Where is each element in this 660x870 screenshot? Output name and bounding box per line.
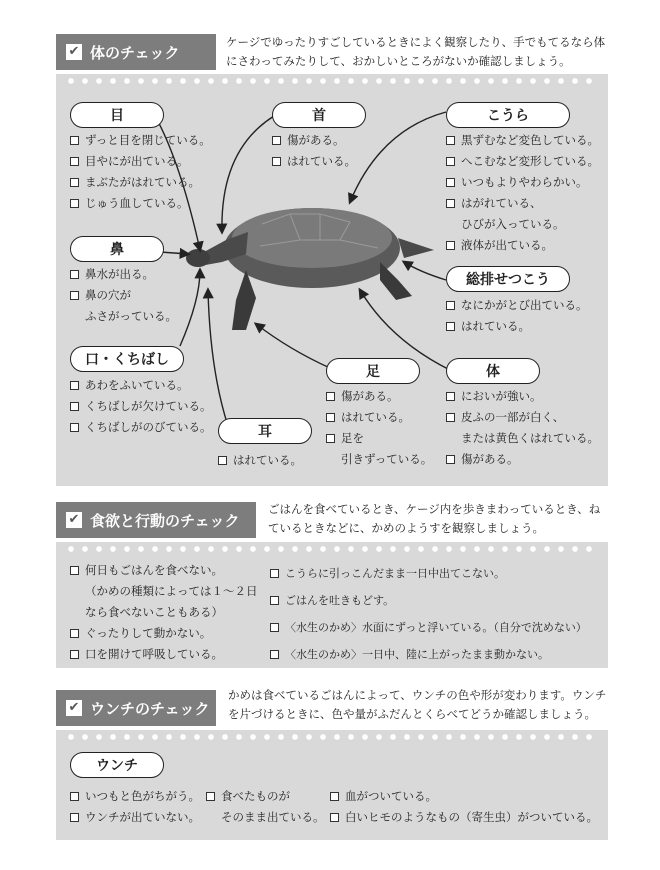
check-item[interactable]: ごはんを吐きもどす。 <box>270 587 606 614</box>
checkbox[interactable] <box>446 241 455 250</box>
check-item[interactable]: はれている。 <box>218 450 328 471</box>
checkbox[interactable] <box>70 423 79 432</box>
label-cloaca: 総排せつこう <box>446 266 570 292</box>
checkbox[interactable] <box>446 322 455 331</box>
checkbox[interactable] <box>70 792 79 801</box>
check-item[interactable]: いつもと色がちがう。 <box>70 786 210 807</box>
eye-checklist <box>70 130 220 214</box>
check-item[interactable]: 何日もごはんを食べない。 （かめの種類によっては１〜２日 なら食べないこともある） <box>70 560 270 623</box>
checkbox[interactable] <box>270 650 279 659</box>
label-poop: ウンチ <box>70 752 164 778</box>
section-title-text: ウンチのチェック <box>90 699 210 718</box>
check-item[interactable]: ずっと目を閉じている。 <box>70 130 220 151</box>
checkbox[interactable] <box>70 199 79 208</box>
check-item[interactable]: 鼻水が出る。 <box>70 264 200 285</box>
check-item[interactable]: 〈水生のかめ〉水面にずっと浮いている。（自分で沈めない） <box>270 614 606 641</box>
checkbox[interactable] <box>446 157 455 166</box>
checkbox[interactable] <box>70 650 79 659</box>
checkbox[interactable] <box>272 157 281 166</box>
checkbox[interactable] <box>326 434 335 443</box>
check-item[interactable]: 傷がある。 <box>446 449 608 470</box>
poop-col3-checklist <box>330 786 608 828</box>
checkbox[interactable] <box>70 157 79 166</box>
checkbox[interactable] <box>446 413 455 422</box>
checkbox-icon: ✔ <box>66 512 82 528</box>
label-leg: 足 <box>326 358 420 384</box>
label-shell: こうら <box>446 102 570 128</box>
checkbox[interactable] <box>272 136 281 145</box>
check-item[interactable]: 鼻の穴が ふさがっている。 <box>70 285 200 327</box>
binder-holes <box>64 733 600 741</box>
nose-checklist <box>70 264 200 327</box>
check-item[interactable]: 食べたものが そのまま出ている。 <box>206 786 336 828</box>
checkbox[interactable] <box>446 301 455 310</box>
check-item[interactable]: いつもよりやわらかい。 <box>446 172 606 193</box>
body-checklist <box>446 386 608 470</box>
section-title-appetite <box>56 502 256 538</box>
checkbox[interactable] <box>270 596 279 605</box>
check-item[interactable]: なにかがとび出ている。 <box>446 295 606 316</box>
checkbox[interactable] <box>70 270 79 279</box>
label-ear: 耳 <box>218 418 312 444</box>
checkbox[interactable] <box>446 455 455 464</box>
check-item[interactable]: においが強い。 <box>446 386 608 407</box>
section-intro: ケージでゆったりすごしているときによく観察したり、手でもてるなら体にさわってみたりして、おかしいところがないか確認しましょう。 <box>226 35 606 68</box>
poop-col2-checklist <box>206 786 336 828</box>
checkbox[interactable] <box>70 136 79 145</box>
checkbox[interactable] <box>70 381 79 390</box>
check-item[interactable]: ぐったりして動かない。 <box>70 623 270 644</box>
shell-checklist <box>446 130 606 256</box>
checkbox-icon: ✔ <box>66 44 82 60</box>
check-item[interactable]: ウンチが出ていない。 <box>70 807 210 828</box>
checkbox[interactable] <box>270 623 279 632</box>
checkbox[interactable] <box>330 792 339 801</box>
check-item[interactable]: 〈水生のかめ〉一日中、陸に上がったまま動かない。 <box>270 641 606 668</box>
label-eye: 目 <box>70 102 164 128</box>
checkbox[interactable] <box>70 291 79 300</box>
neck-checklist <box>272 130 402 172</box>
check-item[interactable]: くちばしが欠けている。 <box>70 396 220 417</box>
checkbox[interactable] <box>70 629 79 638</box>
check-item[interactable]: 白いヒモのようなもの（寄生虫）がついている。 <box>330 807 608 828</box>
ear-checklist <box>218 450 328 471</box>
checkbox[interactable] <box>270 569 279 578</box>
appetite-right-checklist <box>270 560 606 668</box>
section-intro: かめは食べているごはんによって、ウンチの色や形が変わります。ウンチを片づけるときに、色や量がふだんとくらべてどうか確認しましょう。 <box>228 688 607 721</box>
check-item[interactable]: あわをふいている。 <box>70 375 220 396</box>
check-item[interactable]: じゅう血している。 <box>70 193 220 214</box>
leg-checklist <box>326 386 446 470</box>
check-item[interactable]: こうらに引っこんだまま一日中出てこない。 <box>270 560 606 587</box>
turtle-illustration <box>186 208 434 330</box>
poop-col1-checklist <box>70 786 210 828</box>
checkbox[interactable] <box>446 136 455 145</box>
checkbox[interactable] <box>70 402 79 411</box>
section-title-text: 体のチェック <box>90 43 180 62</box>
label-nose: 鼻 <box>70 236 164 262</box>
check-item[interactable]: 口を開けて呼吸している。 <box>70 644 270 665</box>
check-item[interactable]: 皮ふの一部が白く、 または黄色くはれている。 <box>446 407 608 449</box>
appetite-left-checklist <box>70 560 270 665</box>
label-neck: 首 <box>272 102 366 128</box>
section-title-poop <box>56 690 216 726</box>
checkbox[interactable] <box>330 813 339 822</box>
check-item[interactable]: 目やにが出ている。 <box>70 151 220 172</box>
check-item[interactable]: 傷がある。 <box>326 386 446 407</box>
check-item[interactable]: まぶたがはれている。 <box>70 172 220 193</box>
check-item[interactable]: はがれている、 ひびが入っている。 <box>446 193 606 235</box>
section-intro: ごはんを食べているとき、ケージ内を歩きまわっているとき、ねているときなどに、かめのようすを観察しましょう。 <box>268 502 601 535</box>
checkbox[interactable] <box>218 456 227 465</box>
check-item[interactable]: 傷がある。 <box>272 130 402 151</box>
binder-holes <box>64 545 600 553</box>
check-item[interactable]: はれている。 <box>326 407 446 428</box>
section-title-text: 食欲と行動のチェック <box>90 511 240 530</box>
check-item[interactable]: はれている。 <box>446 316 606 337</box>
checkbox[interactable] <box>446 392 455 401</box>
label-mouth: 口・くちばし <box>70 346 184 372</box>
check-item[interactable]: 黒ずむなど変色している。 <box>446 130 606 151</box>
checkbox[interactable] <box>206 792 215 801</box>
mouth-checklist <box>70 375 220 438</box>
checkbox[interactable] <box>446 178 455 187</box>
check-item[interactable]: へこむなど変形している。 <box>446 151 606 172</box>
check-item[interactable]: 血がついている。 <box>330 786 608 807</box>
check-item[interactable]: くちばしがのびている。 <box>70 417 220 438</box>
label-body: 体 <box>446 358 540 384</box>
cloaca-checklist <box>446 295 606 337</box>
checkbox-icon: ✔ <box>66 700 82 716</box>
checkbox[interactable] <box>326 413 335 422</box>
check-item[interactable]: 足を 引きずっている。 <box>326 428 446 470</box>
check-item[interactable]: 液体が出ている。 <box>446 235 606 256</box>
checkbox[interactable] <box>70 178 79 187</box>
checkbox[interactable] <box>70 566 79 575</box>
checkbox[interactable] <box>70 813 79 822</box>
checkbox[interactable] <box>446 199 455 208</box>
check-item[interactable]: はれている。 <box>272 151 402 172</box>
checkbox[interactable] <box>326 392 335 401</box>
